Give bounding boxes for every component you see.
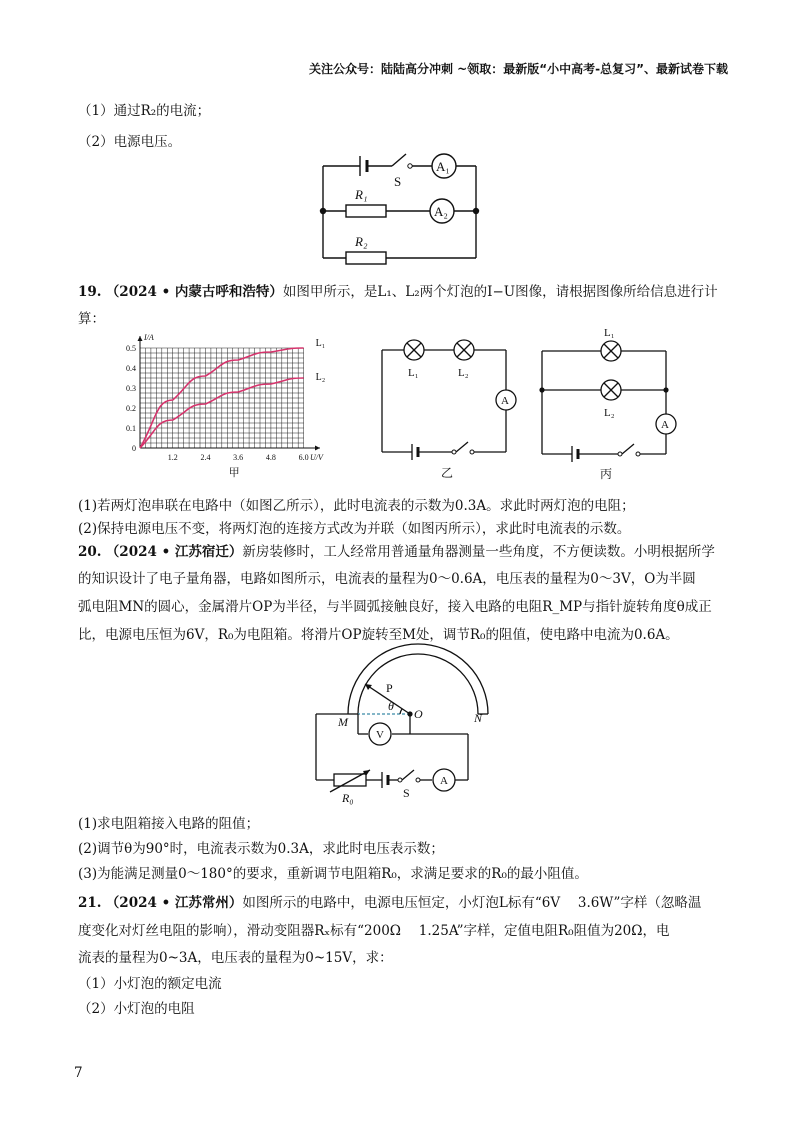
x-tick-label: 3.6 [233, 453, 244, 462]
q18-switch-label: S [394, 174, 402, 189]
q19-bing-caption: 丙 [600, 467, 613, 481]
q20-number: 20. [78, 544, 102, 560]
x-tick-label: 6.0 [298, 453, 309, 462]
y-axis-label: I/A [144, 333, 154, 342]
y-tick-label: 0.1 [126, 424, 136, 433]
q20-line-4: 比，电源电压恒为6V，R₀为电阻箱。将滑片OP旋转至M处，调节R₀的阻值，使电路中电流为0.6A。 [78, 627, 679, 643]
q19-yi-l2-label: L₂ [458, 367, 469, 379]
x-tick-label: 4.8 [265, 453, 276, 462]
q19-yi-ammeter-label: A [501, 395, 509, 407]
q19-yi-caption: 乙 [441, 466, 454, 480]
q19-number: 19. [78, 284, 102, 300]
y-tick-label: 0.5 [126, 344, 136, 353]
q21-line-1 [78, 891, 701, 911]
series-label-l1: L₁ [315, 338, 326, 349]
q20-line-1 [78, 540, 715, 560]
q20-n-label: N [474, 711, 483, 725]
q20-source: （2024 • 江苏宿迁） [105, 544, 243, 560]
q19-circuit-yi [374, 340, 524, 480]
y-tick-label: 0.3 [126, 384, 136, 393]
q21-part-2: （2）小灯泡的电阻 [78, 1001, 195, 1017]
q20-stem-text: 新房装修时，工人经常用普通量角器测量一些角度，不方便读数。小明根据所学 [242, 544, 715, 560]
q18-ammeter-a1-label: A₁ [436, 159, 450, 174]
q20-o-label: O [414, 707, 423, 721]
x-tick-label: 2.4 [200, 453, 211, 462]
y-tick-label: 0.2 [126, 404, 136, 413]
x-axis-label: U/V [310, 453, 323, 462]
q19-stem-text: 如图甲所示，是L₁、L₂两个灯泡的I−U图像，请根据图像所给信息进行计 [282, 284, 718, 300]
q19-bing-ammeter-label: A [661, 419, 669, 431]
q21-number: 21. [78, 895, 102, 911]
q18-ammeter-a2-label: A₂ [434, 204, 448, 219]
q20-part-3: (3)为能满足测量0～180°的要求，重新调节电阻箱R₀，求满足要求的R₀的最小阻值。 [78, 866, 588, 882]
q21-source: （2024 • 江苏常州） [105, 895, 243, 911]
q19-stem-line-1 [78, 280, 718, 300]
q19-circuit-bing [536, 326, 696, 481]
q21-stem-text: 如图所示的电路中，电源电压恒定，小灯泡L标有“6V 3.6W”字样（忽略温 [242, 895, 702, 911]
q19-source: （2024 • 内蒙古呼和浩特） [105, 284, 283, 300]
q18-r2-label: R₂ [355, 234, 368, 249]
q20-voltmeter-label: V [376, 729, 384, 741]
q20-theta-label: θ [388, 699, 394, 713]
q20-line-3: 弧电阻MN的圆心，金属滑片OP为半径，与半圆弧接触良好，接入电路的电阻R_MP与指针旋转角度θ成正 [78, 599, 712, 615]
page-header: 关注公众号：陆陆高分冲刺 ~领取：最新版“小中高考-总复习”、最新试卷下载 [309, 62, 728, 76]
y-tick-label: 0 [132, 444, 136, 453]
q19-yi-l1-label: L₁ [408, 367, 419, 379]
q20-protractor-circuit [300, 652, 520, 812]
series-label-l2: L₂ [315, 372, 326, 383]
q18-r1-label: R₁ [355, 187, 368, 202]
q20-m-label: M [338, 715, 348, 729]
x-tick-label: 1.2 [167, 453, 178, 462]
q21-line-2: 度变化对灯丝电阻的影响），滑动变阻器Rₓ标有“200Ω 1.25A”字样，定值电阻R₀阻值为20Ω，电 [78, 923, 670, 939]
y-tick-label: 0.4 [126, 364, 136, 373]
q20-p-label: P [386, 681, 393, 695]
q20-part-2: (2)调节θ为90°时，电流表示数为0.3A，求此时电压表示数； [78, 841, 444, 857]
q18-part-2: （2）电源电压。 [78, 134, 182, 150]
q20-part-1: (1)求电阻箱接入电路的阻值； [78, 816, 260, 832]
q19-bing-l2-label: L₂ [604, 407, 615, 419]
q19-part-1: (1)若两灯泡串联在电路中（如图乙所示），此时电流表的示数为0.3A。求此时两灯泡的电阻； [78, 498, 635, 514]
y-axis-arrow [138, 336, 143, 341]
x-axis-arrow [315, 446, 320, 451]
q18-part-1: （1）通过R₂的电流； [78, 103, 211, 119]
q20-ammeter-label: A [440, 775, 448, 787]
q19-iu-graph [118, 320, 338, 480]
q21-part-1: （1）小灯泡的额定电流 [78, 976, 222, 992]
q20-line-2: 的知识设计了电子量角器，电路如图所示，电流表的量程为0～0.6A，电压表的量程为0～3V，O为半圆 [78, 571, 696, 587]
q21-line-3: 流表的量程为0~3A，电压表的量程为0~15V，求： [78, 950, 393, 966]
q20-switch-label: S [403, 786, 410, 800]
q19-part-2: (2)保持电源电压不变，将两灯泡的连接方式改为并联（如图丙所示），求此时电流表的示数。 [78, 521, 631, 537]
q19-stem-line-2: 算： [78, 311, 105, 327]
q19-bing-l1-label: L₁ [604, 327, 615, 339]
graph-caption: 甲 [228, 467, 240, 479]
q20-r0-label: R₀ [342, 791, 354, 805]
page-number: 7 [74, 1065, 83, 1081]
